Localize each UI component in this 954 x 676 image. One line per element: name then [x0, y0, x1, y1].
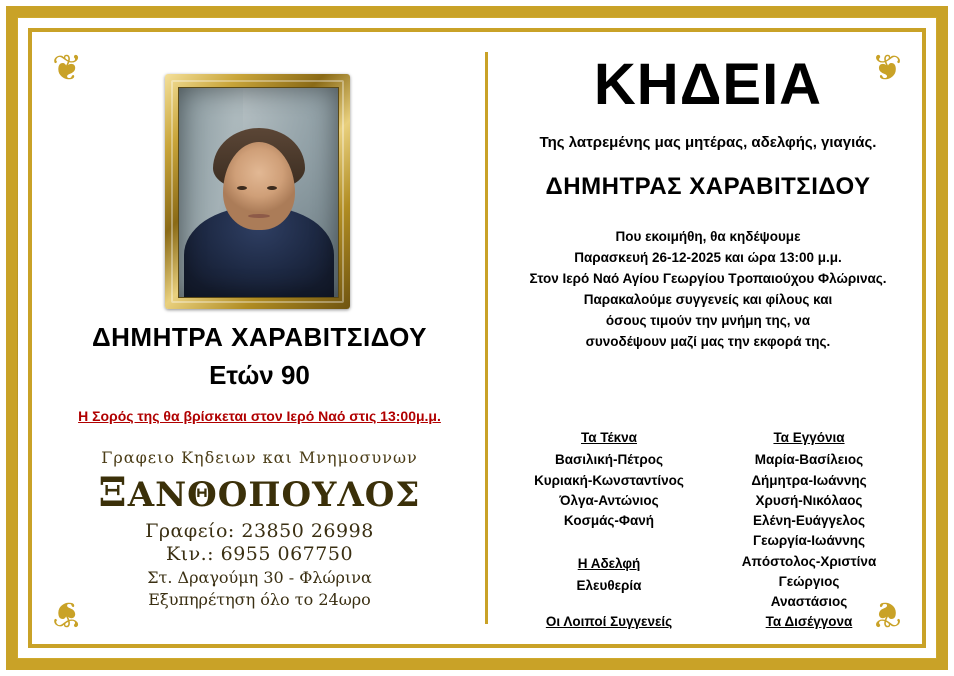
list-item: Απόστολος-Χριστίνα: [741, 553, 877, 569]
announcement-subtitle: Της λατρεμένης μας μητέρας, αδελφής, γιαγιάς.: [539, 134, 877, 151]
office-brand-rest: ΑΝΘΟΠΟΥΛΟΣ: [127, 475, 421, 515]
sister-list: [514, 554, 704, 597]
deceased-age: Ετών 90: [209, 360, 310, 390]
body-line: όσους τιμούν την μνήμη της, να: [605, 312, 811, 328]
children-heading: Τα Τέκνα: [581, 430, 637, 445]
great-grandchildren-label: Τα Δισέγγονα: [765, 614, 853, 629]
flourish-top-right-icon: ❦: [871, 47, 902, 88]
announcement-title: ΚΗΔΕΙΑ: [593, 52, 823, 117]
sister-heading: Η Αδελφή: [577, 556, 641, 571]
portrait-photograph: [178, 87, 339, 298]
portrait-frame: [165, 74, 350, 309]
list-item: Ελένη-Ευάγγελος: [752, 513, 866, 528]
relatives-section: [496, 428, 920, 642]
body-line: Στον Ιερό Ναό Αγίου Γεωργίου Τροπαιούχου Φλώρινας.: [529, 270, 887, 286]
list-item: Δήμητρα-Ιωάννης: [751, 472, 867, 488]
announcement-body: [496, 227, 920, 353]
right-column: [496, 34, 920, 642]
coffin-location-note: Η Σορός της θα βρίσκεται στον Ιερό Ναό στις 13:00μ.μ.: [78, 408, 441, 424]
list-item: Γεωργία-Ιωάννης: [752, 533, 866, 549]
vertical-divider: [485, 52, 488, 624]
office-service-hours: Εξυπηρέτηση όλο το 24ωρο: [148, 590, 371, 609]
grandchildren-heading: Τα Εγγόνια: [773, 430, 845, 445]
body-line: Παρακαλούμε συγγενείς και φίλους και: [583, 291, 833, 307]
funeral-office-block: [34, 448, 485, 609]
office-contact-block: [34, 520, 485, 565]
list-item: Ελευθερία: [576, 578, 642, 594]
body-line: Παρασκευή 26-12-2025 και ώρα 13:00 μ.μ.: [574, 249, 842, 265]
deceased-name-left: ΔΗΜΗΤΡΑ ΧΑΡΑΒΙΤΣΙΔΟΥ: [91, 322, 428, 352]
flourish-top-left-icon: ❦: [52, 47, 83, 88]
flourish-bottom-left-icon: ❦: [52, 594, 83, 635]
list-item: Χρυσή-Νικόλαος: [755, 492, 863, 508]
children-list: [514, 428, 704, 531]
deceased-name-right: ΔΗΜΗΤΡΑΣ ΧΑΡΑΒΙΤΣΙΔΟΥ: [545, 173, 871, 200]
office-mobile: Κιν.: 6955 067750: [165, 543, 354, 565]
office-brand-name: [34, 469, 485, 516]
page-content: [34, 34, 920, 642]
list-item: Βασιλική-Πέτρος: [554, 452, 664, 468]
left-column: [34, 34, 485, 642]
list-item: Αναστάσιος: [770, 594, 848, 609]
office-address: Στ. Δραγούμη 30 - Φλώρινα: [147, 568, 372, 587]
flourish-bottom-right-icon: ❦: [871, 594, 902, 635]
body-line: Που εκοιμήθη, θα κηδέψουμε: [615, 229, 801, 244]
body-line: συνοδέψουν μαζί μας την εκφορά της.: [585, 333, 831, 349]
list-item: Κυριακή-Κωνσταντίνος: [534, 472, 684, 488]
list-item: Κοσμάς-Φανή: [563, 513, 655, 528]
list-item: Μαρία-Βασίλειος: [754, 452, 864, 468]
office-subtitle: Γραφειο Κηδειων και Μνημοσυνων: [101, 448, 418, 467]
list-item: Όλγα-Αντώνιος: [559, 492, 659, 508]
other-relatives-label: Οι Λοιποί Συγγενείς: [545, 614, 673, 629]
office-brand-initial: Ξ: [98, 469, 128, 516]
list-item: Γεώργιος: [778, 573, 840, 589]
grandchildren-list: [704, 428, 914, 612]
office-phone: Γραφείο: 23850 26998: [145, 520, 374, 542]
